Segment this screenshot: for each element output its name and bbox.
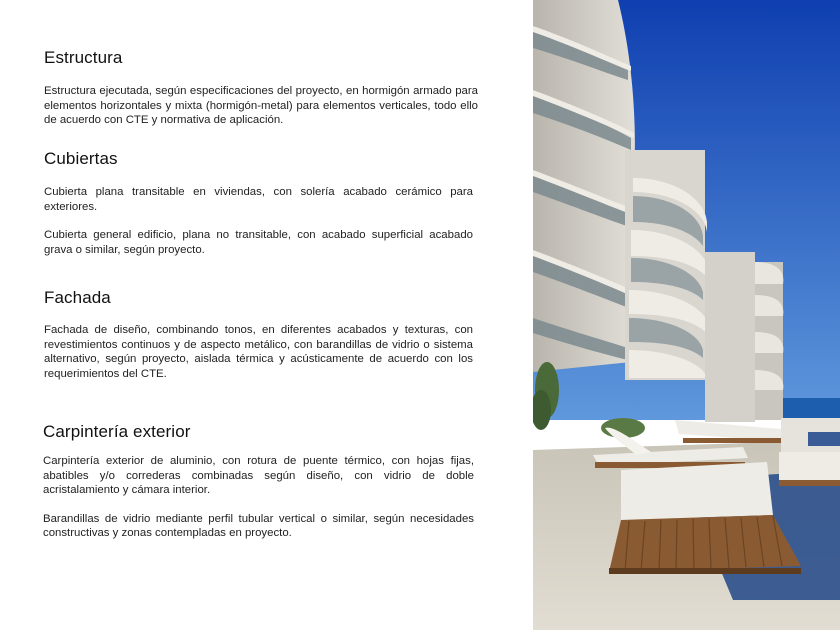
second-building xyxy=(625,150,709,380)
section-title: Estructura xyxy=(44,48,123,67)
section-carpinteria-exterior xyxy=(43,422,474,541)
section-paragraph: Carpintería exterior de aluminio, con rotura de puente térmico, con hojas fijas, abatibles y/o correderas combinadas según diseño, con vidrio de doble acristalamiento y cámara interior. xyxy=(43,455,474,497)
section-paragraph: Estructura ejecutada, según especificaciones del proyecto, en hormigón armado para elementos horizontales y mixta (hormigón-metal) para elementos verticales, todo ello de acuerdo con CTE y normativa de aplicación. xyxy=(44,85,478,127)
section-paragraph: Barandillas de vidrio mediante perfil tubular vertical o similar, según necesidades constructivas y zonas contempladas en proyecto. xyxy=(43,512,474,540)
building-photo xyxy=(533,0,840,630)
sofa xyxy=(779,418,840,486)
section-fachada xyxy=(44,288,473,381)
section-title: Carpintería exterior xyxy=(43,422,191,441)
section-cubiertas xyxy=(44,149,473,257)
section-paragraph: Cubierta plana transitable en viviendas, con solería acabado cerámico para exteriores. xyxy=(44,186,473,213)
section-paragraph: Fachada de diseño, combinando tonos, en diferentes acabados y texturas, con revestimientos continuos y de aspecto metálico, con barandillas de vidrio o sistema alternativo, según proyecto, aislada térmica y acústicamente de acuerdo con los requerimientos del CTE. xyxy=(44,324,473,380)
third-building xyxy=(705,252,783,422)
section-title: Cubiertas xyxy=(44,149,118,168)
section-estructura xyxy=(44,48,478,128)
section-title: Fachada xyxy=(44,288,111,307)
section-paragraph: Cubierta general edificio, plana no transitable, con acabado superficial acabado grava o similar, según proyecto. xyxy=(44,229,473,256)
